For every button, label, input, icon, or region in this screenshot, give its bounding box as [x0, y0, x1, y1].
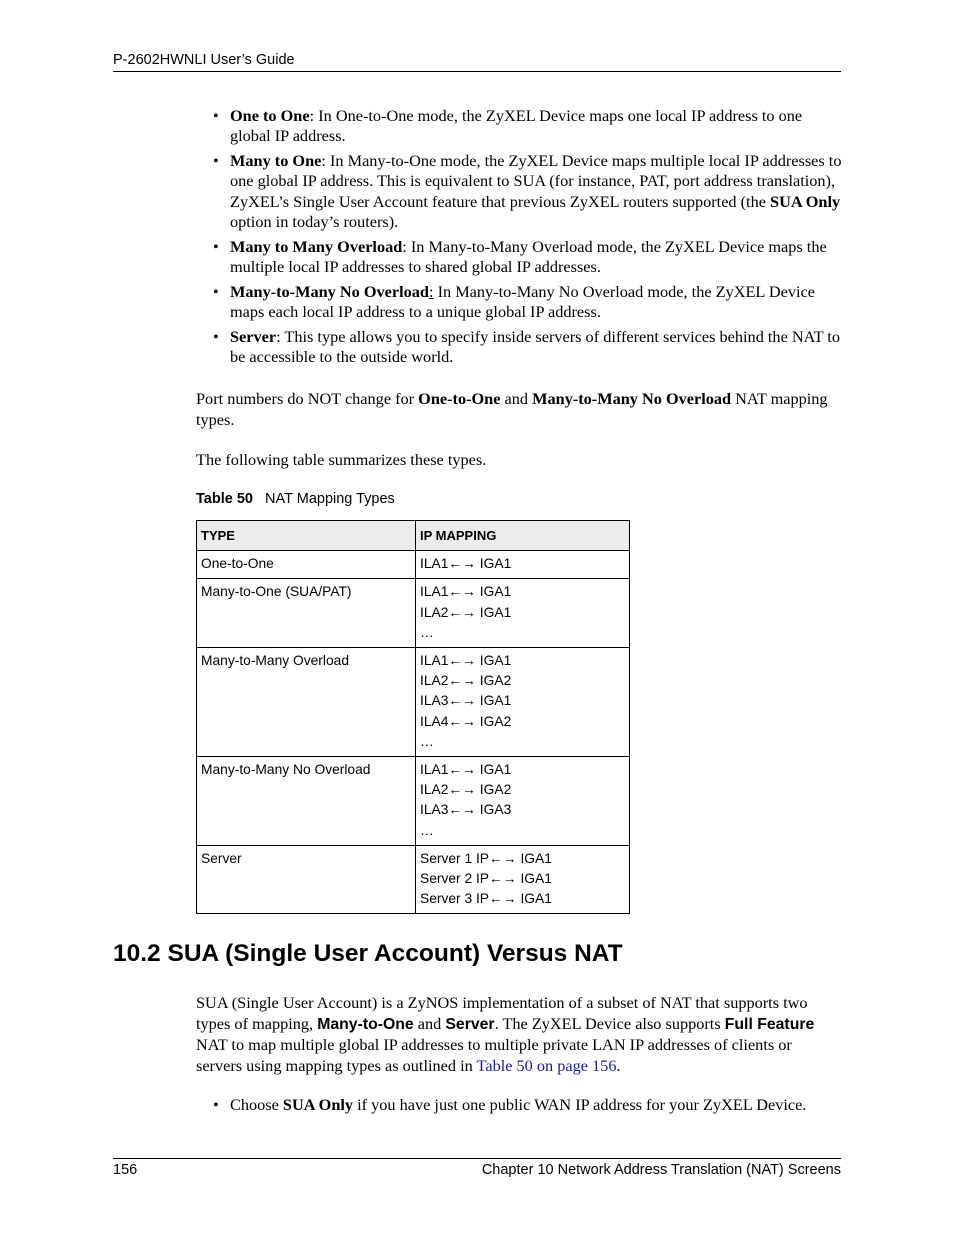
mapping-line: Server 2 IP←→ IGA1 — [420, 871, 552, 887]
table-row — [197, 757, 630, 846]
bullet-icon: • — [213, 236, 219, 256]
mapping-line: ILA2←→ IGA2 — [420, 782, 512, 798]
table-header-row — [197, 521, 630, 551]
term-one-to-one: One to One — [230, 106, 310, 125]
text: SUA (Single User Account) is a ZyNOS implementation of a subset of NAT that supports two types of mapping, — [196, 993, 808, 1033]
bold-term: Full Feature — [724, 1015, 815, 1033]
cell-ip-mapping — [416, 845, 630, 914]
sua-paragraph — [196, 993, 841, 1076]
term-many-to-one: Many to One — [230, 151, 322, 171]
bullet-text — [230, 1095, 806, 1116]
table-row — [197, 579, 630, 648]
cell-type: Many-to-One (SUA/PAT) — [197, 579, 416, 648]
text: and — [413, 1013, 446, 1033]
mapping-line: … — [420, 624, 434, 640]
mapping-line: ILA4←→ IGA2 — [420, 713, 512, 729]
item-description: : In Many-to-Many Overload mode, the ZyXEL Device maps the multiple local IP addresses to shared global IP addresses. — [230, 236, 827, 277]
bold-term: Many-to-Many No Overload — [532, 389, 732, 408]
mapping-line: … — [420, 733, 434, 749]
port-numbers-paragraph — [196, 389, 841, 430]
text: and — [500, 389, 533, 408]
list-item — [196, 237, 844, 278]
table-caption-label: Table 50 — [196, 491, 253, 507]
mapping-line: Server 1 IP←→ IGA1 — [420, 850, 552, 866]
table-row — [197, 648, 630, 757]
section-title: SUA (Single User Account) Versus NAT — [167, 940, 623, 967]
bullet-icon: • — [213, 281, 219, 301]
table-body — [197, 551, 630, 914]
column-header-ip-mapping: IP MAPPING — [416, 521, 630, 551]
header-title: P-2602HWNLI User’s Guide — [113, 52, 295, 68]
table-caption-title: NAT Mapping Types — [265, 491, 395, 507]
term-many-to-many-overload: Many to Many Overload — [230, 236, 403, 256]
mapping-line: ILA1←→ IGA1 — [420, 653, 512, 669]
page-number: 156 — [113, 1162, 138, 1178]
cell-type: Many-to-Many No Overload — [197, 757, 416, 846]
text: Port numbers do NOT change for — [196, 389, 419, 408]
bullet-icon: • — [213, 106, 219, 125]
section-heading — [113, 940, 623, 968]
bullet-icon: • — [213, 151, 219, 171]
mapping-line: ILA3←→ IGA1 — [420, 693, 512, 709]
item-description: In Many-to-Many No Overload mode, the ZyXEL Device maps each local IP address to a unique global IP address. — [230, 281, 815, 322]
term-server: Server — [230, 326, 277, 346]
bullet-icon: • — [213, 1095, 219, 1114]
term-colon: : — [428, 281, 434, 301]
cell-ip-mapping — [416, 757, 630, 846]
section-number: 10.2 — [113, 940, 161, 967]
table-row — [197, 845, 630, 914]
term-many-to-many-no-overload: Many-to-Many No Overload — [230, 281, 429, 301]
text: NAT mapping types. — [196, 389, 828, 429]
table-row — [197, 551, 630, 579]
footer-rule — [113, 1158, 841, 1159]
bold-term: One-to-One — [418, 389, 501, 408]
text: if you have just one public WAN IP address for your ZyXEL Device. — [353, 1095, 807, 1114]
text: Choose — [230, 1095, 283, 1114]
table-50-link[interactable]: Table 50 on page 156 — [476, 1055, 617, 1075]
mapping-line: ILA2←→ IGA1 — [420, 604, 512, 620]
mapping-line: … — [420, 822, 434, 838]
item-description-end: option in today’s routers). — [230, 211, 399, 231]
nat-types-list — [196, 106, 844, 372]
summary-paragraph: The following table summarizes these types. — [196, 450, 487, 469]
item-description: : In One-to-One mode, the ZyXEL Device maps one local IP address to one global IP address. — [230, 106, 803, 146]
table-caption — [196, 491, 395, 507]
mapping-line: ILA3←→ IGA3 — [420, 802, 512, 818]
text: . The ZyXEL Device also supports — [494, 1013, 725, 1033]
bullet-icon: • — [213, 326, 219, 346]
bold-term: Many-to-One — [317, 1015, 414, 1033]
text: . — [616, 1055, 621, 1075]
cell-type: Server — [197, 845, 416, 914]
cell-ip-mapping — [416, 648, 630, 757]
sua-only-term: SUA Only — [770, 191, 841, 211]
bold-term: Server — [445, 1015, 495, 1033]
cell-type: One-to-One — [197, 551, 416, 579]
list-item — [196, 106, 844, 147]
nat-mapping-table — [196, 520, 630, 914]
column-header-type: TYPE — [197, 521, 416, 551]
list-item — [196, 327, 844, 368]
text: NAT to map multiple global IP addresses to multiple private LAN IP addresses of clients or servers using mapping types as outlined in — [196, 1035, 792, 1075]
header-rule — [113, 71, 841, 72]
bold-term: SUA Only — [282, 1095, 354, 1114]
mapping-line: ILA1←→ IGA1 — [420, 584, 512, 600]
list-item — [196, 151, 844, 232]
chapter-title: Chapter 10 Network Address Translation (NAT) Screens — [481, 1162, 841, 1178]
cell-ip-mapping — [416, 579, 630, 648]
item-description: : In Many-to-One mode, the ZyXEL Device maps multiple local IP addresses to one global IP address. This is equivalent to SUA (for instance, PAT, port address translation), ZyXEL’s Single User Account feature that previous ZyXEL routers supported (the — [230, 151, 842, 211]
cell-type: Many-to-Many Overload — [197, 648, 416, 757]
list-item — [196, 282, 844, 323]
cell-ip-mapping — [416, 551, 630, 579]
mapping-line: ILA2←→ IGA2 — [420, 673, 512, 689]
mapping-line: ILA1←→ IGA1 — [420, 762, 512, 778]
item-description: : This type allows you to specify inside servers of different services behind the NAT to be accessible to the outside world. — [230, 326, 840, 367]
mapping-line: Server 3 IP←→ IGA1 — [420, 891, 552, 907]
mapping-line: ILA1←→ IGA1 — [420, 556, 512, 572]
